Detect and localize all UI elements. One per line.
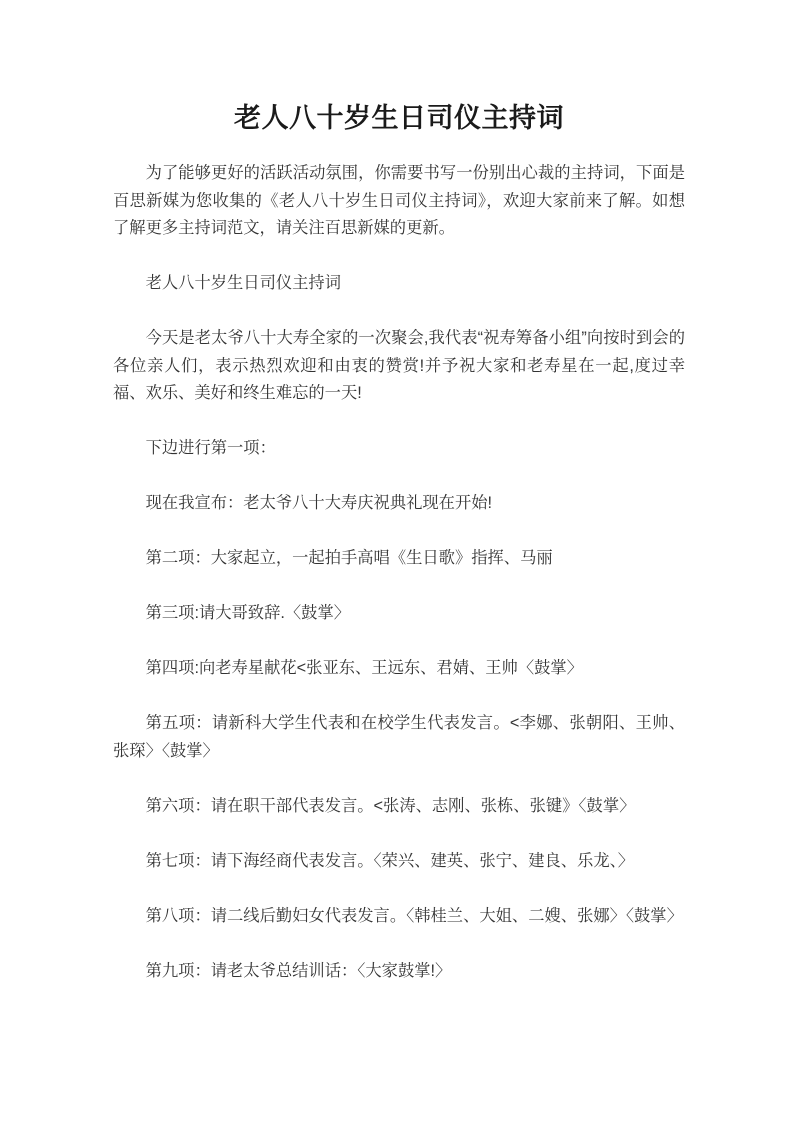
subtitle-paragraph: 老人八十岁生日司仪主持词 bbox=[145, 274, 341, 292]
item-4-paragraph: 第四项:向老寿星献花<张亚东、王远东、君婧、王帅〈鼓掌〉 bbox=[145, 659, 583, 677]
document-title: 老人八十岁生日司仪主持词 bbox=[234, 103, 564, 133]
item-8-paragraph: 第八项：请二线后勤妇女代表发言。〈韩桂兰、大姐、二嫂、张娜〉〈鼓掌〉 bbox=[145, 906, 683, 925]
item-3-paragraph: 第三项:请大哥致辞.〈鼓掌〉 bbox=[145, 604, 351, 622]
item-9-paragraph: 第九项：请老太爷总结训话：〈大家鼓掌!〉 bbox=[145, 961, 452, 980]
item-1-paragraph: 现在我宣布：老太爷八十大寿庆祝典礼现在开始! bbox=[145, 494, 493, 512]
intro-paragraph: 为了能够更好的活跃活动氛围，你需要书写一份别出心裁的主持词，下面是百思新媒为您收集的《老人八十岁生日司仪主持词》，欢迎大家前来了解。如想了解更多主持词范文，请关注百思新媒的更新。 bbox=[113, 164, 685, 237]
item-2-paragraph: 第二项：大家起立，一起拍手高唱《生日歌》指挥、马丽 bbox=[145, 549, 553, 567]
item-6-paragraph: 第六项：请在职干部代表发言。<张涛、志刚、张栋、张键》〈鼓掌〉 bbox=[145, 796, 636, 815]
item-7-paragraph: 第七项：请下海经商代表发言。〈荣兴、建英、张宁、建良、乐龙、〉 bbox=[145, 851, 635, 870]
item-5-paragraph: 第五项：请新科大学生代表和在校学生代表发言。<李娜、张朝阳、王帅、张琛〉〈鼓掌〉 bbox=[113, 714, 685, 760]
opening-paragraph: 今天是老太爷八十大寿全家的一次聚会,我代表“祝寿筹备小组”向按时到会的各位亲人们，表示热烈欢迎和由衷的赞赏!并予祝大家和老寿星在一起,度过幸福、欢乐、美好和终生难忘的一天! bbox=[113, 329, 685, 402]
item-1-lead-paragraph: 下边进行第一项： bbox=[145, 439, 276, 457]
